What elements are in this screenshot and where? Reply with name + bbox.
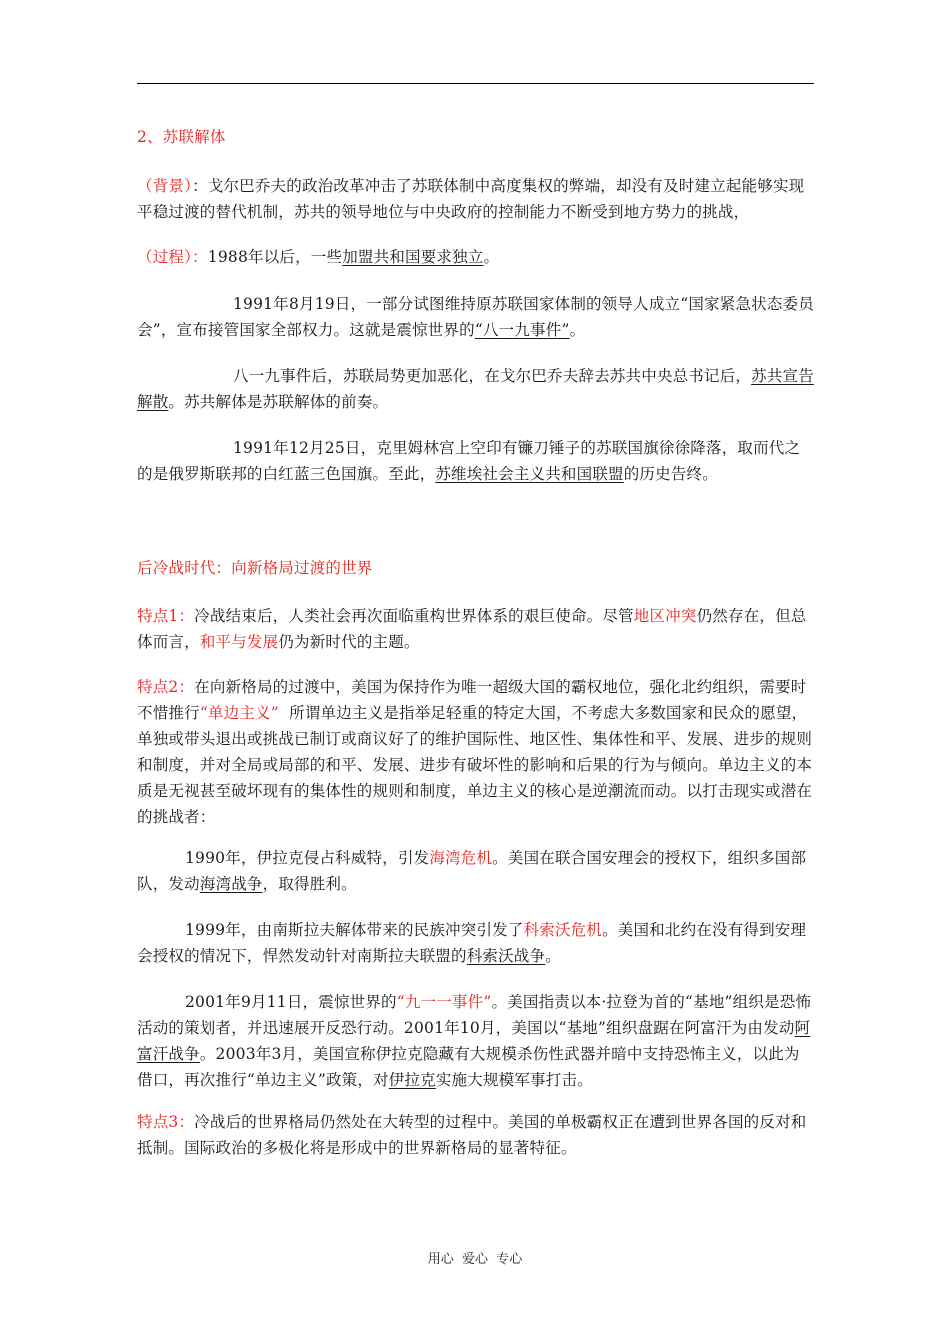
highlight-term: “单边主义” bbox=[199, 704, 279, 722]
p4-text: 1991年12月25日，克里姆林宫上空印有镰刀锤子的苏联国旗徐徐降落，取而代之的是俄罗斯联邦的白红蓝三色国旗。至此， bbox=[137, 439, 801, 483]
p4-end: 的历史告终。 bbox=[623, 465, 718, 483]
underlined-term: 苏共宣告解散 bbox=[137, 367, 814, 411]
paragraph-process bbox=[137, 244, 815, 270]
paragraph-911 bbox=[137, 989, 815, 1093]
underlined-term: 苏维埃社会主义共和国联盟 bbox=[435, 465, 624, 483]
e3-text: 。2003年3月，美国宣称伊拉克隐藏有大规模杀伤性武器并暗中支持恐怖主义，以此为借口，再次推行“单边主义”政策，对 bbox=[137, 1045, 800, 1089]
e2-text: 1999年，由南斯拉夫解体带来的民族冲突引发了 bbox=[185, 921, 524, 939]
underlined-term: 加盟共和国要求独立 bbox=[342, 248, 484, 266]
e2-text: 。 bbox=[545, 947, 561, 965]
label-feature-2: 特点2： bbox=[137, 678, 195, 696]
process-text: 1988年以后，一些 bbox=[207, 248, 343, 266]
p2-text: 1991年8月19日，一部分试图维持原苏联国家体制的领导人成立“国家紧急状态委员会”，宣布接管国家全部权力。这就是震惊世界的 bbox=[137, 295, 814, 339]
underlined-term: 伊拉克 bbox=[388, 1071, 436, 1089]
paragraph-feature-2 bbox=[137, 674, 815, 830]
f2-text: 所谓单边主义是指举足轻重的特定大国，不考虑大多数国家和民众的愿望，单独或带头退出或挑战已制订或商议好了的维护国际性、地区性、集体性和平、发展、进步的规则和制度，并对全局或局部的和平、发展、进步有破坏性的影响和后果的行为与倾向。单边主义的本质是无视甚至破坏现有的集体性的规则和制度，单边主义的核心是逆潮流而动。以打击现实或潜在的挑战者： bbox=[137, 704, 813, 826]
label-process: （过程）： bbox=[137, 248, 208, 266]
paragraph-feature-1 bbox=[137, 603, 815, 655]
f2-text: 在向新格局的过渡中，美国为保持作为唯一超级大国的霸权地位，强化北约组织，需要时不惜推行 bbox=[137, 678, 807, 722]
header-rule bbox=[137, 83, 814, 84]
e1-text: 1990年，伊拉克侵占科威特，引发 bbox=[185, 849, 430, 867]
paragraph-cpsu-dissolved bbox=[137, 363, 815, 415]
p3-text: 八一九事件后，苏联局势更加恶化，在戈尔巴乔夫辞去苏共中央总书记后， bbox=[233, 367, 752, 385]
p3-end: 。苏共解体是苏联解体的前奏。 bbox=[168, 393, 389, 411]
paragraph-kosovo bbox=[137, 917, 815, 969]
underlined-term: 海湾战争 bbox=[199, 875, 263, 893]
paragraph-feature-3 bbox=[137, 1109, 815, 1161]
f3-text: 冷战后的世界格局仍然处在大转型的过程中。美国的单极霸权正在遭到世界各国的反对和抵制。国际政治的多极化将是形成中的世界新格局的显著特征。 bbox=[137, 1113, 807, 1157]
paragraph-background bbox=[137, 173, 815, 225]
paragraph-ussr-end bbox=[137, 435, 815, 487]
page-footer: 用心 爱心 专心 bbox=[427, 1252, 523, 1267]
section-heading-post-cold-war: 后冷战时代：向新格局过渡的世界 bbox=[137, 559, 373, 577]
underlined-term: 科索沃战争 bbox=[466, 947, 546, 965]
section-heading-soviet-collapse: 2、苏联解体 bbox=[137, 128, 226, 146]
e1-text: ，取得胜利。 bbox=[262, 875, 357, 893]
e1-text: 。美国在联合国安理会的授权下，组织多国部队，发动 bbox=[137, 849, 807, 893]
f1-text: 仍然存在，但总体而言， bbox=[137, 607, 807, 651]
e3-text: 2001年9月11日，震惊世界的 bbox=[185, 993, 397, 1011]
e3-text: 。美国指责以本·拉登为首的“基地”组织是恐怖活动的策划者，并迅速展开反恐行动。2001年10月，美国以“基地”组织盘踞在阿富汗为由发动 bbox=[137, 993, 812, 1037]
paragraph-819-event bbox=[137, 291, 815, 343]
paragraph-gulf-war bbox=[137, 845, 815, 897]
punct: 。 bbox=[483, 248, 500, 266]
punct: 。 bbox=[569, 321, 586, 339]
label-background: （背景） bbox=[137, 177, 193, 195]
highlight-term: 地区冲突 bbox=[633, 607, 697, 625]
background-text: ：戈尔巴乔夫的政治改革冲击了苏联体制中高度集权的弊端，却没有及时建立起能够实现平稳过渡的替代机制，苏共的领导地位与中央政府的控制能力不断受到地方势力的挑战， bbox=[137, 177, 805, 221]
highlight-term: “九一一事件” bbox=[396, 993, 492, 1011]
highlight-term: 科索沃危机 bbox=[523, 921, 603, 939]
highlight-term: 和平与发展 bbox=[199, 633, 279, 651]
label-feature-3: 特点3： bbox=[137, 1113, 195, 1131]
underlined-term: “八一九事件” bbox=[474, 321, 570, 339]
e2-text: 。美国和北约在没有得到安理会授权的情况下，悍然发动针对南斯拉夫联盟的 bbox=[137, 921, 807, 965]
underlined-term: 阿富汗战争 bbox=[137, 1019, 811, 1063]
f1-text: 冷战结束后，人类社会再次面临重构世界体系的艰巨使命。尽管 bbox=[194, 607, 634, 625]
label-feature-1: 特点1： bbox=[137, 607, 195, 625]
e3-text: 实施大规模军事打击。 bbox=[435, 1071, 593, 1089]
f1-text: 仍为新时代的主题。 bbox=[278, 633, 420, 651]
highlight-term: 海湾危机 bbox=[429, 849, 493, 867]
